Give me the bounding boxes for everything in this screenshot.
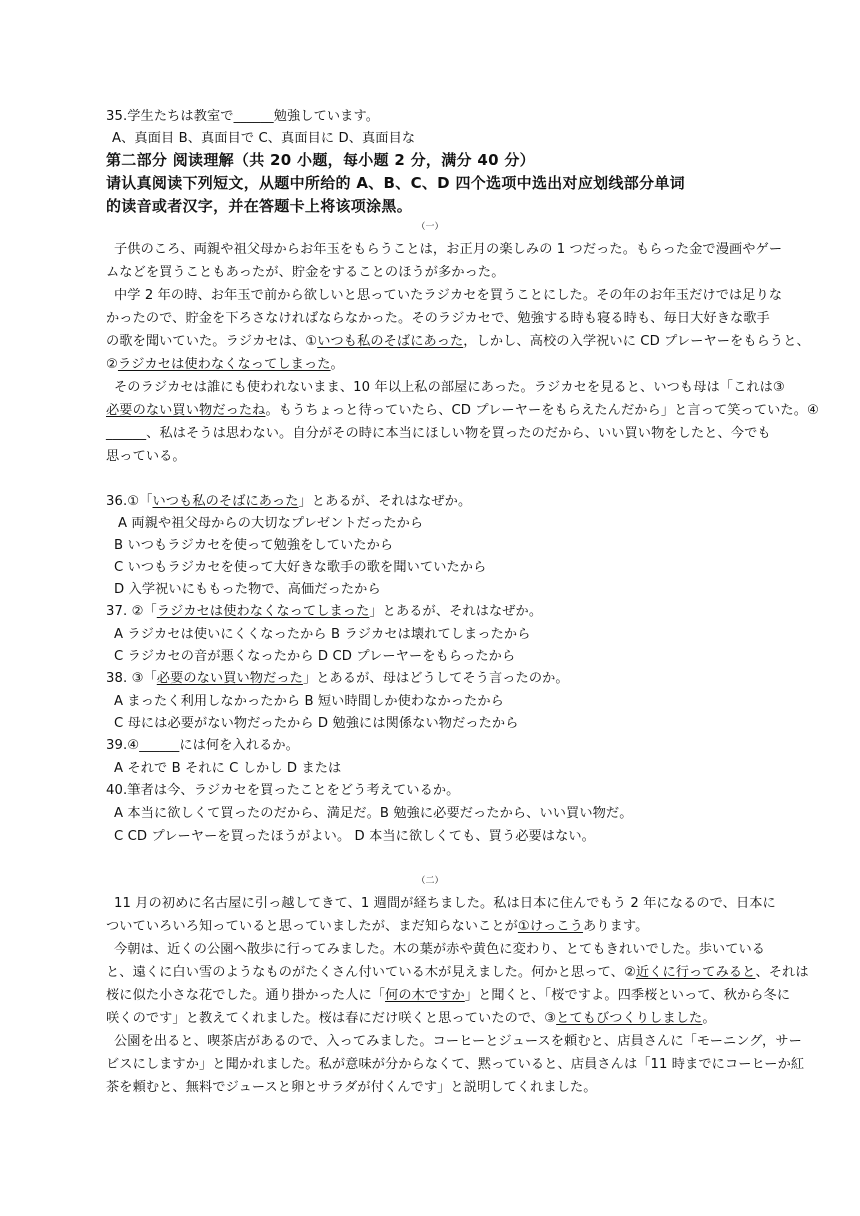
q37-question: [106, 603, 542, 621]
s2-p1-line1: 11 月の初めに名古屋に引っ越してきて、1 週間が経ちました。私は日本に住んでもう 2 年になるので、日本に: [114, 896, 776, 911]
part2-instruction-2: 的读音或者汉字，并在答题卡上将该项涂黑。: [106, 197, 413, 215]
s1-p3-line1: そのラジカセは誰にも使われないまま、10 年以上私の部屋にあった。ラジカセを見ると、いつも母は「これは③: [114, 380, 785, 395]
text-segment: ②: [106, 357, 118, 372]
q36-option-d: D 入学祝いにももった物で、高価だったから: [114, 582, 381, 597]
text-segment: と、遠くに白い雪のようなものがたくさん付いている木が見えました。何かと思って、②: [106, 965, 636, 980]
s2-p2-line2: [106, 964, 809, 982]
s1-p3-line3: ______、私はそうは思わない。自分がその時に本当にほしい物を買ったのだから、いい買い物をしたと、今でも: [106, 426, 771, 441]
s1-p2-line4: [106, 356, 344, 374]
underlined-phrase: いつも私のそばにあった: [152, 494, 299, 509]
q37-options-cd: C ラジカセの音が悪くなったから D CD プレーヤーをもらったから: [114, 649, 516, 664]
text-segment: 。: [330, 357, 344, 372]
underlined-phrase-2: ラジカセは使わなくなってしまった: [117, 357, 331, 372]
text-segment: 、それは: [755, 965, 809, 980]
s1-p2-line1: 中学 2 年の時、お年玉で前から欲しいと思っていたラジカセを買うことにした。その年のお年玉だけでは足りな: [114, 288, 783, 303]
text-segment: 咲くのです」と教えてくれました。桜は春にだけ咲くと思っていたので、③: [106, 1011, 557, 1026]
text-segment: ついていろいろ知っていると思っていましたが、まだ知らないことが: [106, 919, 518, 934]
text-segment: 。: [702, 1011, 716, 1026]
q36-option-b: B いつもラジカセを使って勉強をしていたから: [114, 538, 394, 553]
text-segment: 38. ③「: [106, 671, 157, 686]
text-segment: 」とあるが、それはなぜか。: [298, 494, 472, 509]
s2-p2-line3: [106, 987, 790, 1005]
text-segment: 」とあるが、それはなぜか。: [369, 604, 543, 619]
q39-options: A それで B それに C しかし D または: [114, 761, 342, 776]
underlined-phrase-2: 近くに行ってみると: [635, 965, 756, 980]
underlined-phrase-3: 何の木ですか: [385, 988, 465, 1003]
q40-options-cd: C CD プレーヤーを買ったほうがよい。 D 本当に欲しくても、買う必要はない。: [114, 829, 595, 844]
s1-p2-line3: [106, 333, 810, 351]
part2-heading: 第二部分 阅读理解（共 20 小题，每小题 2 分，满分 40 分）: [106, 151, 535, 169]
q38-options-ab: A まったく利用しなかったから B 短い時間しか使わなかったから: [114, 694, 504, 709]
s2-p3-line1: 公園を出ると、喫茶店があるので、入ってみました。コーヒーとジュースを頼むと、店員さんに「モーニング，サー: [114, 1034, 802, 1049]
s2-p1-line2: [106, 918, 648, 936]
underlined-phrase: ラジカセは使わなくなってしまった: [156, 604, 370, 619]
s1-p3-line4: 思っている。: [106, 449, 186, 464]
s1-p2-line2: かったので、貯金を下ろさなければならなかった。そのラジカセで、勉強する時も寝る時も、毎日大好きな歌手: [106, 311, 770, 326]
s1-p3-line2: [106, 402, 819, 420]
underlined-phrase-3: 必要のない買い物だったね: [106, 403, 266, 418]
section2-heading: （二）: [416, 876, 444, 886]
q38-question: [106, 670, 569, 688]
text-segment: 36.①「: [106, 494, 153, 509]
s1-p1-line1: 子供のころ、両親や祖父母からお年玉をもらうことは，お正月の楽しみの 1 つだった。もらった金で漫画やゲー: [114, 242, 783, 257]
s2-p3-line3: 茶を頼むと、無料でジュースと卵とサラダが付くんです」と説明してくれました。: [106, 1080, 597, 1095]
underlined-phrase: 必要のない買い物だった: [156, 671, 303, 686]
text-segment: 。もうちょっと待っていたら、CD プレーヤーをもらえたんだから」と言って笑っていた。④: [265, 403, 819, 418]
q39-question: 39.④______には何を入れるか。: [106, 738, 299, 753]
text-segment: 」とあるが、母はどうしてそう言ったのか。: [302, 671, 569, 686]
q35-options: A、真面目 B、真面目で C、真面目に D、真面目な: [112, 131, 416, 146]
underlined-phrase-4: とてもびつくりしました: [556, 1011, 703, 1026]
text-segment: 」と聞くと、「桜ですよ。四季桜といって、秋から冬に: [464, 988, 791, 1003]
s1-p1-line2: ムなどを買うこともあったが、貯金をすることのほうが多かった。: [106, 265, 505, 280]
part2-instruction-1: 请认真阅读下列短文，从题中所给的 A、B、C、D 四个选项中选出对应划线部分单词: [106, 174, 685, 192]
underlined-phrase-1: いつも私のそばにあった: [317, 334, 464, 349]
q36-question: [106, 493, 471, 511]
text-segment: 桜に似た小さな花でした。通り掛かった人に「: [106, 988, 386, 1003]
section1-heading: （一）: [416, 222, 444, 232]
q38-options-cd: C 母には必要がない物だったから D 勉強には関係ない物だったから: [114, 716, 519, 731]
q36-option-a: A 両親や祖父母からの大切なプレゼントだったから: [118, 516, 424, 531]
text-segment: の歌を聞いていた。ラジカセは、①: [106, 334, 318, 349]
s2-p2-line4: [106, 1010, 716, 1028]
underlined-phrase-1: ①けっこう: [517, 919, 583, 934]
text-segment: ，しかし、高校の入学祝いに CD プレーヤーをもらうと、: [463, 334, 810, 349]
q35-question: 35.学生たちは教室で______勉強しています。: [106, 109, 379, 124]
q36-option-c: C いつもラジカセを使って大好きな歌手の歌を聞いていたから: [114, 560, 487, 575]
s2-p2-line1: 今朝は、近くの公園へ散歩に行ってみました。木の葉が赤や黄色に変わり、とてもきれいでした。歩いている: [114, 942, 766, 957]
q37-options-ab: A ラジカセは使いにくくなったから B ラジカセは壊れてしまったから: [114, 627, 531, 642]
text-segment: 37. ②「: [106, 604, 157, 619]
q40-question: 40.筆者は今、ラジカセを買ったことをどう考えているか。: [106, 783, 460, 798]
q40-options-ab: A 本当に欲しくて買ったのだから、満足だ。B 勉強に必要だったから、いい買い物だ。: [114, 806, 633, 821]
s2-p3-line2: ビスにしますか」と聞かれました。私が意味が分からなくて、黙っていると、店員さんは「11 時までにコーヒーか紅: [106, 1057, 805, 1072]
text-segment: あります。: [583, 919, 649, 934]
